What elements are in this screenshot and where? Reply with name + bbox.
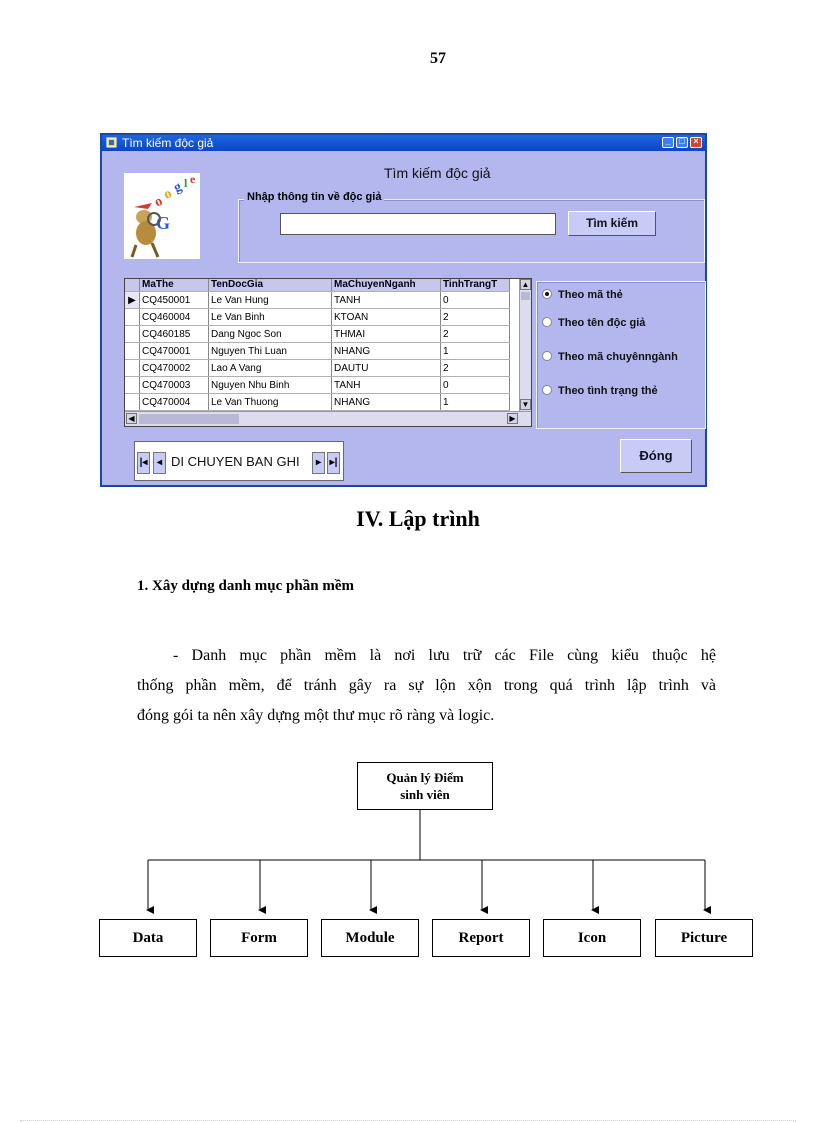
page-number: 57 [430, 50, 446, 67]
search-button[interactable]: Tìm kiếm [568, 211, 656, 236]
search-group-label: Nhập thông tin về độc giả [244, 191, 384, 203]
row-selector-arrow-icon[interactable]: ▶ [125, 292, 140, 309]
navigator-label: DI CHUYEN BAN GHI [171, 454, 300, 469]
grid-cell[interactable]: Le Van Thuong [209, 394, 332, 411]
grid-cell[interactable]: KTOAN [332, 309, 441, 326]
grid-column-header[interactable]: TenDocGia [209, 279, 332, 292]
grid-cell[interactable]: CQ460185 [140, 326, 209, 343]
svg-text:G: G [156, 213, 171, 233]
grid-cell[interactable]: THMAI [332, 326, 441, 343]
grid-cell[interactable]: TANH [332, 292, 441, 309]
close-icon: × [693, 136, 699, 146]
paragraph-line: đóng gói ta nên xây dựng một thư mục rõ ràng và logic. [137, 707, 495, 724]
grid-column-header[interactable]: TinhTrangT [441, 279, 510, 292]
grid-cell[interactable]: 2 [441, 360, 510, 377]
svg-text:o: o [152, 193, 166, 211]
scroll-up-icon[interactable]: ▲ [521, 280, 530, 289]
radio-label: Theo tên độc giả [558, 317, 646, 329]
root-label-line: Quản lý Điểm [386, 770, 464, 785]
grid-cell[interactable]: TANH [332, 377, 441, 394]
scroll-right-icon[interactable]: ▶ [507, 413, 518, 424]
svg-text:l: l [184, 176, 188, 190]
grid-cell[interactable]: 1 [441, 343, 510, 360]
diagram-node-module: Module [321, 919, 419, 957]
page-footer-divider [20, 1120, 796, 1121]
grid-column-header[interactable]: MaThe [140, 279, 209, 292]
paragraph-line: thống phần mềm, để tránh gây ra sự lộn xộn trong quá trình lập trình và [137, 677, 716, 694]
grid-cell[interactable]: DAUTU [332, 360, 441, 377]
svg-text:g: g [171, 179, 185, 196]
last-record-icon[interactable]: ▸| [327, 452, 340, 474]
diagram-node-data: Data [99, 919, 197, 957]
scroll-left-icon[interactable]: ◀ [126, 413, 137, 424]
grid-cell[interactable]: Lao A Vang [209, 360, 332, 377]
grid-cell[interactable]: Dang Ngoc Son [209, 326, 332, 343]
grid-cell[interactable]: CQ470004 [140, 394, 209, 411]
grid-cell[interactable]: NHANG [332, 394, 441, 411]
maximize-icon: □ [679, 136, 685, 146]
grid-cell[interactable]: Nguyen Thi Luan [209, 343, 332, 360]
grid-cell[interactable]: 0 [441, 377, 510, 394]
form-heading: Tìm kiếm độc giả [384, 165, 491, 181]
first-record-icon[interactable]: |◂ [137, 452, 150, 474]
minimize-icon: _ [665, 136, 671, 146]
close-button[interactable]: Đóng [620, 439, 692, 473]
paragraph-line: - Danh mục phần mềm là nơi lưu trữ các File cùng kiểu thuộc hệ [173, 647, 716, 664]
diagram-node-picture: Picture [655, 919, 753, 957]
grid-cell[interactable]: 2 [441, 326, 510, 343]
grid-cell[interactable]: CQ450001 [140, 292, 209, 309]
radio-label: Theo mã thẻ [558, 289, 623, 301]
prev-record-icon[interactable]: ◂ [153, 452, 166, 474]
grid-column-header[interactable]: MaChuyenNganh [332, 279, 441, 292]
root-label-line: sinh viên [400, 787, 450, 802]
radio-label: Theo tình trạng thẻ [558, 385, 658, 397]
grid-cell[interactable]: Le Van Hung [209, 292, 332, 309]
grid-cell[interactable]: 0 [441, 292, 510, 309]
scroll-down-icon[interactable]: ▼ [521, 400, 530, 409]
grid-cell[interactable]: CQ460004 [140, 309, 209, 326]
window-title: Tìm kiếm độc giả [122, 136, 214, 150]
grid-cell[interactable]: Nguyen Nhu Binh [209, 377, 332, 394]
grid-cell[interactable]: 2 [441, 309, 510, 326]
grid-cell[interactable]: CQ470002 [140, 360, 209, 377]
grid-cell[interactable]: CQ470003 [140, 377, 209, 394]
svg-text:o: o [161, 186, 175, 203]
next-record-icon[interactable]: ▸ [312, 452, 325, 474]
grid-cell[interactable]: Le Van Binh [209, 309, 332, 326]
section-heading: IV. Lập trình [356, 506, 480, 531]
grid-cell[interactable]: 1 [441, 394, 510, 411]
subsection-heading: 1. Xây dựng danh mục phần mềm [137, 578, 354, 594]
radio-label: Theo mã chuyênngành [558, 351, 678, 363]
diagram-node-icon: Icon [543, 919, 641, 957]
diagram-node-form: Form [210, 919, 308, 957]
diagram-node-report: Report [432, 919, 530, 957]
grid-cell[interactable]: CQ470001 [140, 343, 209, 360]
grid-cell[interactable]: NHANG [332, 343, 441, 360]
svg-text:e: e [190, 173, 196, 186]
